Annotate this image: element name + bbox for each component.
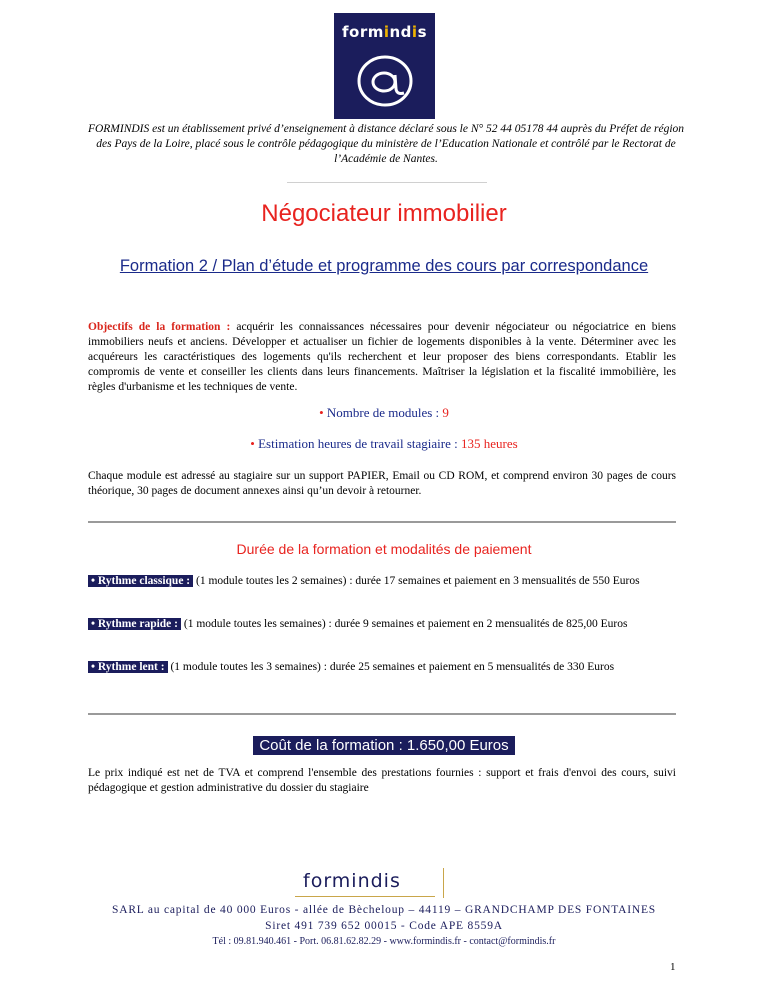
page-number: 1 — [670, 961, 676, 973]
page-title: Négociateur immobilier — [261, 200, 507, 227]
footer-logo: formindis — [295, 868, 445, 896]
rhythm-fast: • Rythme rapide : (1 module toutes les semaines) : durée 9 semaines et paiement en 2 mensualités de 825,00 Euros — [88, 617, 676, 632]
objectives-label: Objectifs de la formation : — [88, 321, 231, 333]
footer-contact: Tél : 09.81.940.461 - Port. 06.81.62.82.29 - www.formindis.fr - contact@formindis.fr — [212, 936, 556, 947]
logo-wordmark: formindis — [341, 23, 428, 41]
separator — [287, 182, 487, 183]
footer-registration: Siret 491 739 652 00015 - Code APE 8559A — [265, 920, 503, 932]
formindis-logo — [334, 13, 435, 119]
objectives-text: acquérir les connaissances nécessaires pour devenir négociateur ou négociatrice en biens immobiliers neufs et anciens. Développer et actualiser un fichier de logements disponibles à la vente. Déterminer avec les acquéreurs les caractéristiques des logements qu'ils recherchent et leur proposer des biens correspondants. Etablir les compromis de vente et conseiller les clients dans leurs financements. Maîtriser la législation et la fiscalité immobilière, les règles d'urbanisme et les techniques de vente. — [88, 321, 676, 393]
hours-estimate: • Estimation heures de travail stagiaire : 135 heures — [250, 436, 518, 451]
section-divider — [88, 521, 676, 523]
footer-logo-underline — [295, 896, 435, 897]
rhythm-classic-label: • Rythme classique : — [88, 575, 193, 587]
cost-heading-wrap — [0, 736, 768, 755]
footer-logo-bar — [443, 868, 444, 898]
duration-title: Durée de la formation et modalités de paiement — [236, 541, 532, 557]
module-description: Chaque module est adressé au stagiaire sur un support PAPIER, Email ou CD ROM, et comprend environ 30 pages de cours théorique, 30 pages de document annexes ainsi qu’un devoir à retourner. — [88, 470, 676, 497]
intro-text: FORMINDIS est un établissement privé d’enseignement à distance déclaré sous le N° 52 44 05178 44 auprès du Préfet de région des Pays de la Loire, placé sous le contrôle pédagogique du ministère de l’Education Nationale et contrôlé par le Rectorat de l’Académie de Nantes. — [87, 123, 685, 165]
objectives-paragraph — [88, 320, 676, 395]
at-sign-icon — [356, 51, 414, 109]
cost-description: Le prix indiqué est net de TVA et comprend l'ensemble des prestations fournies : support et frais d'envoi des cours, suivi pédagogique et gestion administrative du dossier du stagiaire — [88, 767, 676, 794]
section-divider — [88, 713, 676, 715]
cost-heading: Coût de la formation : 1.650,00 Euros — [253, 736, 514, 755]
rhythm-slow-label: • Rythme lent : — [88, 661, 168, 673]
modules-count: • Nombre de modules : 9 — [319, 405, 449, 420]
page-subtitle: Formation 2 / Plan d’étude et programme des cours par correspondance — [119, 257, 649, 275]
rhythm-slow: • Rythme lent : (1 module toutes les 3 semaines) : durée 25 semaines et paiement en 5 mensualités de 330 Euros — [88, 660, 676, 675]
footer-address: SARL au capital de 40 000 Euros - allée de Bècheloup – 44119 – GRANDCHAMP DES FONTAINES — [112, 904, 656, 916]
rhythm-classic: • Rythme classique : (1 module toutes les 2 semaines) : durée 17 semaines et paiement en 3 mensualités de 550 Euros — [88, 574, 676, 589]
rhythm-fast-label: • Rythme rapide : — [88, 618, 181, 630]
